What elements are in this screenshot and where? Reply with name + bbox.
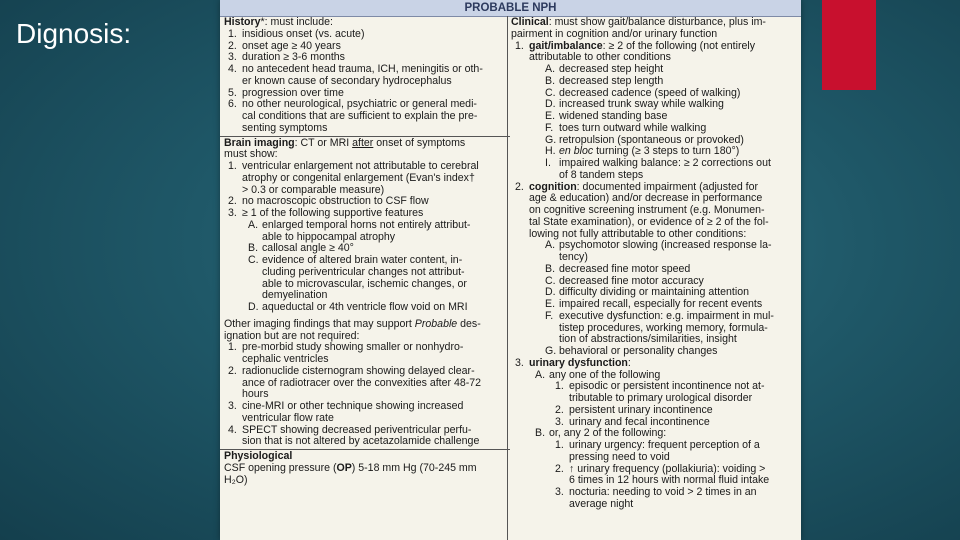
item-number: 2.	[228, 195, 237, 208]
item-text: ≥ 1 of the following supportive features	[242, 207, 424, 219]
physio-l1a: CSF opening pressure (	[224, 461, 337, 474]
gait-h-rest: turning (≥ 3 steps to turn 180°)	[593, 145, 740, 158]
item-text: ↑ urinary frequency (pollakiuria): voiding >	[569, 462, 766, 475]
item-text: decreased step length	[559, 74, 664, 87]
list-item	[511, 487, 797, 499]
clinical-intro-1: : must show gait/balance disturbance, plus im-	[548, 16, 766, 28]
item-text: no macroscopic obstruction to CSF flow	[242, 195, 429, 208]
item-text: SPECT showing decreased periventricular perfu-	[242, 423, 472, 436]
nph-criteria-table	[220, 0, 801, 540]
item-number: 1.	[228, 341, 237, 354]
cognition-list	[511, 240, 797, 358]
item-text: atrophy or congenital enlargement (Evan's index†	[242, 171, 475, 184]
item-text: decreased fine motor speed	[559, 262, 691, 275]
physio-op: OP	[336, 461, 352, 474]
item-text: urinary and fecal incontinence	[569, 415, 710, 428]
item-text: evidence of altered brain water content, in-	[262, 254, 463, 266]
table-banner: PROBABLE NPH	[220, 0, 801, 17]
imaging-intro-b: onset of symptoms	[373, 136, 466, 149]
item-text: insidious onset (vs. acute)	[242, 27, 365, 40]
item-text: ance of radiotracer over the convexities after 48-72	[242, 376, 482, 389]
cognition-description	[511, 193, 797, 240]
item-text: retropulsion (spontaneous or provoked)	[559, 133, 744, 146]
urinary-b-num: B.	[535, 427, 546, 440]
imaging-intro-line2: must show:	[224, 148, 278, 161]
item-text: cal conditions that are sufficient to explain the pre-	[242, 110, 478, 122]
item-number: 3.	[228, 400, 237, 412]
list-item	[224, 302, 506, 314]
item-number: 5.	[228, 86, 237, 99]
item-text: radionuclide cisternogram showing delayed clear-	[242, 364, 475, 377]
item-text: no other neurological, psychiatric or general medi-	[242, 98, 477, 111]
item-number: B.	[545, 262, 556, 275]
history-list	[224, 29, 506, 135]
physio-l1b: ) 5-18 mm Hg (70-245 mm	[351, 461, 477, 474]
item-text: tistep procedures, working memory, formula-	[559, 321, 768, 334]
item-text: > 0.3 or comparable measure)	[242, 183, 385, 196]
item-text: cephalic ventricles	[242, 353, 329, 365]
urinary-num: 3.	[515, 356, 524, 369]
item-number: 3.	[228, 51, 237, 64]
gait-h-num: H.	[545, 145, 556, 158]
physio-line1	[224, 463, 506, 475]
item-text: impaired walking balance: ≥ 2 corrections out	[559, 157, 771, 169]
clinical-title: Clinical	[511, 16, 549, 28]
imaging-intro-a: : CT or MRI	[294, 136, 353, 149]
item-number: A.	[248, 218, 259, 231]
item-text: er known cause of secondary hydrocephalus	[242, 74, 452, 87]
clinical-heading	[511, 17, 797, 29]
item-number: 3.	[555, 415, 564, 428]
urinary-title: urinary dysfunction	[529, 356, 628, 369]
item-text: demyelination	[262, 289, 328, 302]
physio-title: Physiological	[224, 450, 293, 462]
column-divider	[507, 16, 508, 540]
gait-h-italic: en bloc	[559, 145, 594, 158]
item-text: aqueductal or 4th ventricle flow void on MRI	[262, 301, 468, 313]
item-text: decreased step height	[559, 63, 664, 75]
item-number: G.	[545, 345, 557, 357]
item-text: behavioral or personality changes	[559, 345, 718, 357]
item-number: C.	[545, 86, 556, 99]
item-text: persistent urinary incontinence	[569, 403, 713, 416]
item-text: episodic or persistent incontinence not at-	[569, 380, 765, 393]
list-item	[511, 499, 797, 511]
other-a: Other imaging findings that may support	[224, 317, 415, 330]
item-text: 6 times in 12 hours with normal fluid intake	[569, 474, 770, 487]
item-text: increased trunk sway while walking	[559, 98, 724, 111]
imaging-intro-after: after	[352, 136, 374, 149]
item-text: senting symptoms	[242, 121, 328, 134]
item-number: A.	[545, 239, 556, 252]
item-number: 1.	[555, 380, 564, 393]
other-b: des-	[457, 317, 481, 330]
item-text: urinary urgency: frequent perception of a	[569, 439, 760, 451]
gait-list	[511, 64, 797, 146]
history-title: History	[224, 16, 261, 28]
item-text: difficulty dividing or maintaining attention	[559, 286, 750, 299]
other-imaging-heading	[224, 319, 506, 331]
item-number: I.	[545, 157, 551, 169]
line-text: tal State examination), or evidence of ≥ 2 of the fol-	[529, 215, 769, 228]
item-number: 1.	[228, 160, 237, 172]
urinary-a-num: A.	[535, 368, 546, 381]
item-text: progression over time	[242, 86, 344, 99]
item-number: B.	[545, 74, 556, 87]
item-number: D.	[545, 98, 556, 111]
imaging-title: Brain imaging	[224, 136, 295, 149]
left-column	[224, 17, 506, 486]
item-text: nocturia: needing to void > 2 times in an	[569, 486, 757, 498]
gait-item-i	[511, 158, 797, 182]
item-number: C.	[248, 254, 259, 266]
item-number: E.	[545, 298, 556, 310]
item-number: F.	[545, 121, 554, 134]
gait-num: 1.	[515, 39, 524, 52]
item-text: onset age ≥ 40 years	[242, 39, 341, 52]
right-column	[511, 17, 797, 511]
other-probable: Probable	[414, 317, 458, 330]
item-text: executive dysfunction: e.g. impairment in mul-	[559, 309, 774, 322]
item-text: psychomotor slowing (increased response la-	[559, 239, 772, 252]
line-text: on cognitive screening instrument (e.g. Monumen-	[529, 204, 765, 216]
slide-title: Dignosis:	[16, 18, 132, 49]
other-imaging-list	[224, 342, 506, 448]
item-text: decreased fine motor accuracy	[559, 274, 704, 287]
urinary-a-text: any one of the following	[549, 368, 661, 381]
gait-line2-text: attributable to other conditions	[529, 51, 671, 64]
item-number: 2.	[555, 403, 564, 416]
item-text: sion that is not altered by acetazolamide challenge	[242, 435, 480, 448]
accent-tab	[822, 0, 876, 90]
item-text: hours	[242, 388, 269, 401]
item-number: 6.	[228, 98, 237, 111]
item-text: cine-MRI or other technique showing increased	[242, 400, 464, 412]
item-number: C.	[545, 274, 556, 287]
physio-line2: H₂O)	[224, 473, 248, 486]
item-number: D.	[248, 301, 259, 313]
item-text: of 8 tandem steps	[559, 168, 644, 181]
item-text: ventricular flow rate	[242, 411, 334, 424]
item-text: no antecedent head trauma, ICH, meningitis or oth-	[242, 63, 483, 75]
list-item	[224, 436, 506, 448]
item-text: duration ≥ 3-6 months	[242, 51, 345, 64]
history-intro: *: must include:	[260, 16, 333, 28]
item-text: average night	[569, 497, 634, 510]
item-text: tency)	[559, 251, 588, 263]
gait-rest: : ≥ 2 of the following (not entirely	[602, 39, 756, 52]
imaging-list	[224, 161, 506, 220]
item-text: impaired recall, especially for recent events	[559, 298, 763, 310]
item-text: ventricular enlargement not attributable to cerebral	[242, 160, 479, 172]
item-number: 4.	[228, 423, 237, 436]
item-number: B.	[248, 242, 259, 255]
item-text: pre-morbid study showing smaller or nonhydro-	[242, 341, 464, 354]
item-number: 2.	[555, 462, 564, 475]
item-text: able to hippocampal atrophy	[262, 230, 396, 243]
urinary-b-text: or, any 2 of the following:	[549, 427, 667, 440]
item-number: 3.	[228, 207, 237, 219]
line-text: lowing not fully attributable to other conditions:	[529, 227, 747, 240]
item-text: cluding periventricular changes not attribut-	[262, 265, 465, 278]
item-number: 2.	[228, 364, 237, 377]
item-number: 1.	[555, 439, 564, 451]
cognition-rest: : documented impairment (adjusted for	[576, 180, 759, 193]
urinary-b-list	[511, 440, 797, 511]
item-text: tion of abstractions/similarities, insight	[559, 333, 737, 346]
item-text: callosal angle ≥ 40°	[262, 242, 354, 255]
item-text: able to microvascular, ischemic changes, or	[262, 277, 467, 290]
item-number: 2.	[228, 39, 237, 52]
line-text: age & education) and/or decrease in performance	[529, 192, 763, 205]
urinary-a-list	[511, 381, 797, 428]
item-number: D.	[545, 286, 556, 299]
item-number: E.	[545, 110, 556, 122]
item-number: G.	[545, 133, 557, 146]
item-text: enlarged temporal horns not entirely attribut-	[262, 218, 471, 231]
list-item	[224, 123, 506, 135]
gait-title: gait/imbalance	[529, 39, 603, 52]
imaging-supportive-list	[224, 220, 506, 314]
item-text: toes turn outward while walking	[559, 121, 707, 134]
item-text: pressing need to void	[569, 450, 670, 463]
item-text: decreased cadence (speed of walking)	[559, 86, 741, 99]
clinical-intro-2: pairment in cognition and/or urinary function	[511, 27, 718, 40]
other-imaging-heading-line2: ignation but are not required:	[224, 329, 360, 342]
item-number: A.	[545, 63, 556, 75]
item-number: F.	[545, 309, 554, 322]
cognition-num: 2.	[515, 180, 524, 193]
urinary-rest: :	[627, 356, 631, 369]
cognition-title: cognition	[529, 180, 577, 193]
item-text: widened standing base	[559, 110, 668, 122]
item-text: tributable to primary urological disorder	[569, 392, 753, 404]
item-number: 3.	[555, 486, 564, 498]
item-number: 1.	[228, 27, 237, 40]
list-item	[511, 158, 797, 170]
item-number: 4.	[228, 63, 237, 75]
list-item	[511, 240, 797, 252]
